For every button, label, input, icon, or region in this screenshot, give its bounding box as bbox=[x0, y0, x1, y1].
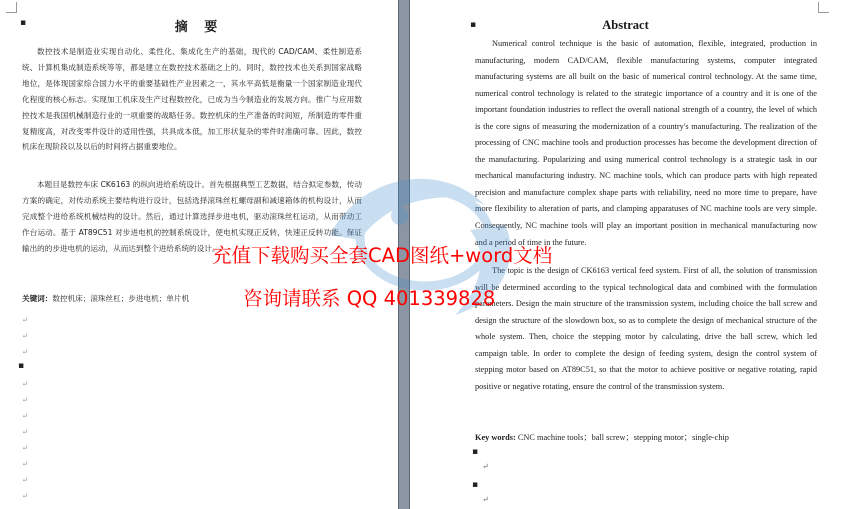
paragraph-mark: ↵ bbox=[22, 380, 28, 388]
paragraph-mark: ↵ bbox=[482, 495, 489, 504]
paragraph-bullet: ▪ bbox=[470, 20, 477, 30]
paragraph-mark: ↵ bbox=[22, 348, 28, 356]
paragraph-mark: ↵ bbox=[22, 444, 28, 452]
abstract-paragraph: The topic is the design of CK6163 vertical feed system. First of all, the solution of transmission will be determined according to the typical technological data and combined with the formulation parameters. Design the main structure of the transmission system, including choice the ball screw and design the structure of the slowdown box, so as to complete the design of mechanical structure of the whole system. Then, choice the stepping motor by calculating, drive the ball screw, which led campaign table. In order to complete the design of feeding system, design the control system of stepping motor based on AT89C51, so that the motor to achieve positive or negative rotating, rapid positive or negative rotating, ensure the control of the transmission system. bbox=[475, 266, 817, 391]
paragraph-mark: ↵ bbox=[22, 316, 28, 324]
paragraph-bullet: ▪ bbox=[472, 447, 479, 457]
keywords-label: Key words: bbox=[475, 433, 516, 442]
page-title: 摘 要 bbox=[174, 20, 224, 35]
page-gutter bbox=[398, 0, 410, 509]
watermark-line: 咨询请联系 QQ 401339828 bbox=[243, 287, 496, 310]
paragraph-mark: ↵ bbox=[22, 492, 28, 500]
abstract-paragraph: Numerical control technique is the basic of automation, flexible, integrated, production in manufacturing, modern CAD/CAM, flexible manufacturing systems, computer integrated manufacturing systems are all built on the basic of numerical control technology. At the same time, numerical control technology is related to the strategic importance of a country and it is one of the important foundation industries to reflect the overall national strength of a country, the level of which is the core signs of measuring the modernization of a country's manufacturing. The realization of the processing of CNC machine tools and production processes has become the development direction of the manufacturing. Popularizing and using numerical control technology is a strategic task in our mechanical manufacturing industry. NC machine tools, which can produce parts with high repeated precision and manufacture complex shape parts with reliability, need no more time to prepare, have more flexibility to alteration of parts, and clamping apparatuses of NC machine tools are very simple. Consequently, NC machine tools will play an important position in mechanical manufacturing now and a period of time in the future. bbox=[475, 39, 817, 247]
paragraph-mark: ↵ bbox=[22, 412, 28, 420]
keywords-line bbox=[475, 431, 729, 443]
page-corner-mark bbox=[6, 2, 17, 13]
paragraph-bullet: ▪ bbox=[472, 480, 479, 490]
paragraph-mark: ↵ bbox=[22, 428, 28, 436]
paragraph-bullet: ▪ bbox=[18, 361, 25, 371]
page-title: Abstract bbox=[602, 18, 649, 32]
paragraph-bullet: ▪ bbox=[20, 18, 27, 28]
paragraph-mark: ↵ bbox=[22, 476, 28, 484]
abstract-paragraph: 数控技术是制造业实现自动化、柔性化、集成化生产的基础，现代的 CAD/CAM、柔性制造系统、计算机集成制造系统等等，都是建立在数控技术基础之上的。同时，数控技术也关系到国家战略地位，是体现国家综合国力水平的重要基础性产业因素之一，其水平高低是衡量一个国家制造业现代化程度的核心标志。实现加工机床及生产过程数控化，已成为当今制造业的发展方向。推广与应用数控技术是我国机械制造行业的一项重要的战略任务。数控机床的生产准备的时间短，所制造的零件重复精度高，对改变零件设计的适用性强，共具成本低，加工形状复杂的零件时准确可靠。因此，数控机床在现阶段以及以后的时间将占据重要地位。 bbox=[22, 47, 362, 152]
keywords-text: CNC machine tools；ball screw；stepping motor；single-chip bbox=[515, 433, 729, 442]
watermark-line: 充值下载购买全套CAD图纸+word文档 bbox=[212, 244, 553, 267]
abstract-paragraph: 本题目是数控车床 CK6163 的纵向进给系统设计。首先根据典型工艺数据，结合拟定参数，传动方案的确定，对传动系统主要结构进行设计，包括选择滚珠丝杠螺母副和减速箱体的机构设计，从而完成整个进给系统机械结构的设计。然后，通过计算选择步进电机，驱动滚珠丝杠运动，从而带动工作台运动。基于 AT89C51 对步进电机的控制系统设计，使电机实现正反转，快速正反转功能。保证输出的的步进电机的运动，从而达到整个进给系统的设计。 bbox=[22, 180, 362, 253]
keywords-line bbox=[22, 293, 189, 304]
paragraph-mark: ↵ bbox=[22, 332, 28, 340]
keywords-text: 数控机床；滚珠丝杠；步进电机；单片机 bbox=[52, 294, 190, 303]
page-corner-mark bbox=[818, 2, 829, 13]
paragraph-mark: ↵ bbox=[482, 462, 489, 471]
keywords-label: 关键词： bbox=[22, 294, 53, 303]
paragraph-mark: ↵ bbox=[22, 460, 28, 468]
left-page bbox=[0, 0, 398, 509]
paragraph-mark: ↵ bbox=[22, 396, 28, 404]
right-page bbox=[410, 0, 841, 509]
